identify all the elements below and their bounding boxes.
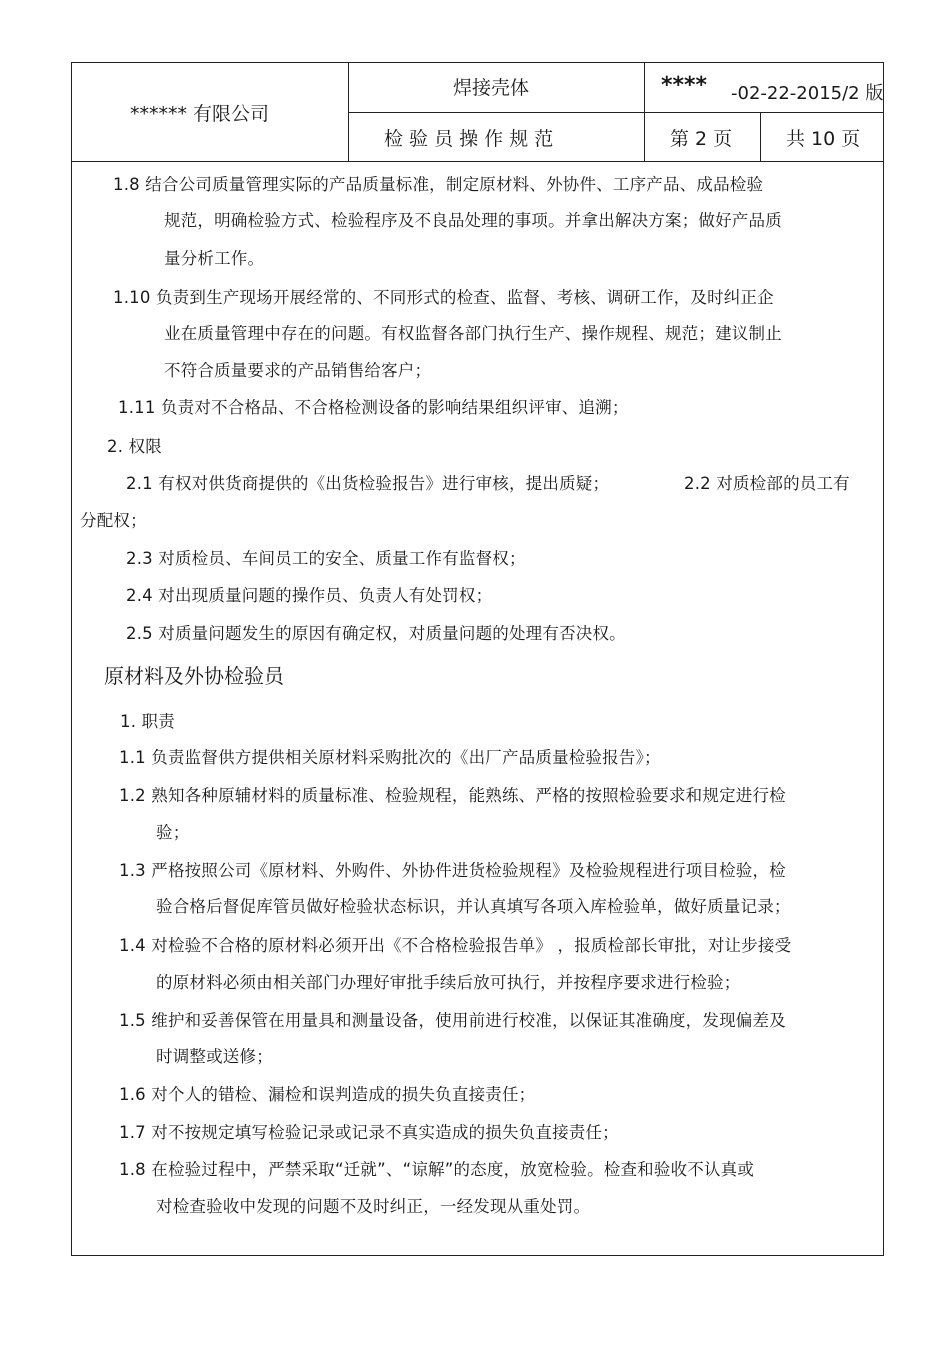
body-line: 2.1 有权对供货商提供的《出货检验报告》进行审核，提出质疑； [126,474,610,493]
body-line: 验合格后督促库管员做好检验状态标识，并认真填写各项入库检验单，做好质量记录； [156,897,791,916]
document-frame [71,62,884,1256]
header-mid-rule [348,112,884,113]
section-title: 原材料及外协检验员 [104,664,284,688]
body-line: 1.3 严格按照公司《原材料、外购件、外协件进货检验规程》及检验规程进行项目检验，检 [119,861,786,880]
body-line: 1.5 维护和妥善保管在用量具和测量设备，使用前进行校准，以保证其准确度，发现偏差及 [119,1011,786,1030]
header-divider-2 [644,62,645,162]
body-line: 2.2 对质检部的员工有 [684,474,850,493]
body-line: 不符合质量要求的产品销售给客户； [164,361,432,380]
header-bottom-rule [71,161,884,162]
header-divider-1 [348,62,349,162]
body-line: 规范，明确检验方式、检验程序及不良品处理的事项。并拿出解决方案；做好产品质 [164,211,782,230]
body-line: 量分析工作。 [164,249,265,268]
body-line: 1.7 对不按规定填写检验记录或记录不真实造成的损失负直接责任； [119,1123,619,1142]
body-line: 业在质量管理中存在的问题。有权监督各部门执行生产、操作规程、规范；建议制止 [164,324,782,343]
header-divider-3 [760,112,761,162]
body-line: 2.5 对质量问题发生的原因有确定权，对质量问题的处理有否决权。 [126,624,626,643]
product-name: 焊接壳体 [453,77,530,99]
body-line: 1.11 负责对不合格品、不合格检测设备的影响结果组织评审、追溯； [118,398,629,417]
body-line: 2.4 对出现质量问题的操作员、负责人有处罚权； [126,586,493,605]
page-number: 第 2 页 [670,128,733,150]
section-heading: 2. 权限 [107,437,162,456]
body-line: 1.2 熟知各种原辅材料的质量标准、检验规程，能熟练、严格的按照检验要求和规定进行检 [119,786,786,805]
company-name: ****** 有限公司 [130,103,270,125]
doc-title: 检 验 员 操 作 规 范 [384,128,554,150]
page-total: 共 10 页 [786,128,861,150]
body-line: 验； [156,823,190,842]
doc-version: -02-22-2015/2 版 [731,83,884,104]
body-line: 1.10 负责到生产现场开展经常的、不同形式的检查、监督、考核、调研工作，及时纠正企 [113,288,774,307]
body-line: 1.8 在检验过程中，严禁采取“迁就”、“谅解”的态度，放宽检验。检查和验收不认真或 [119,1160,755,1179]
body-line: 的原材料必须由相关部门办理好审批手续后放可执行，并按程序要求进行检验； [156,973,741,992]
body-line: 对检查验收中发现的问题不及时纠正，一经发现从重处罚。 [156,1197,591,1216]
body-line: 1.8 结合公司质量管理实际的产品质量标准，制定原材料、外协件、工序产品、成品检验 [113,175,764,194]
section-heading: 1. 职责 [120,712,175,731]
doc-code: **** [661,73,708,98]
body-line: 1.1 负责监督供方提供相关原材料采购批次的《出厂产品质量检验报告》； [119,748,661,767]
body-line: 分配权； [80,511,147,530]
body-line: 2.3 对质检员、车间员工的安全、质量工作有监督权； [126,549,526,568]
body-line: 时调整或送修； [156,1047,273,1066]
body-line: 1.4 对检验不合格的原材料必须开出《不合格检验报告单》 ，报质检部长审批，对让步接受 [119,936,792,955]
body-line: 1.6 对个人的错检、漏检和误判造成的损失负直接责任； [119,1085,536,1104]
